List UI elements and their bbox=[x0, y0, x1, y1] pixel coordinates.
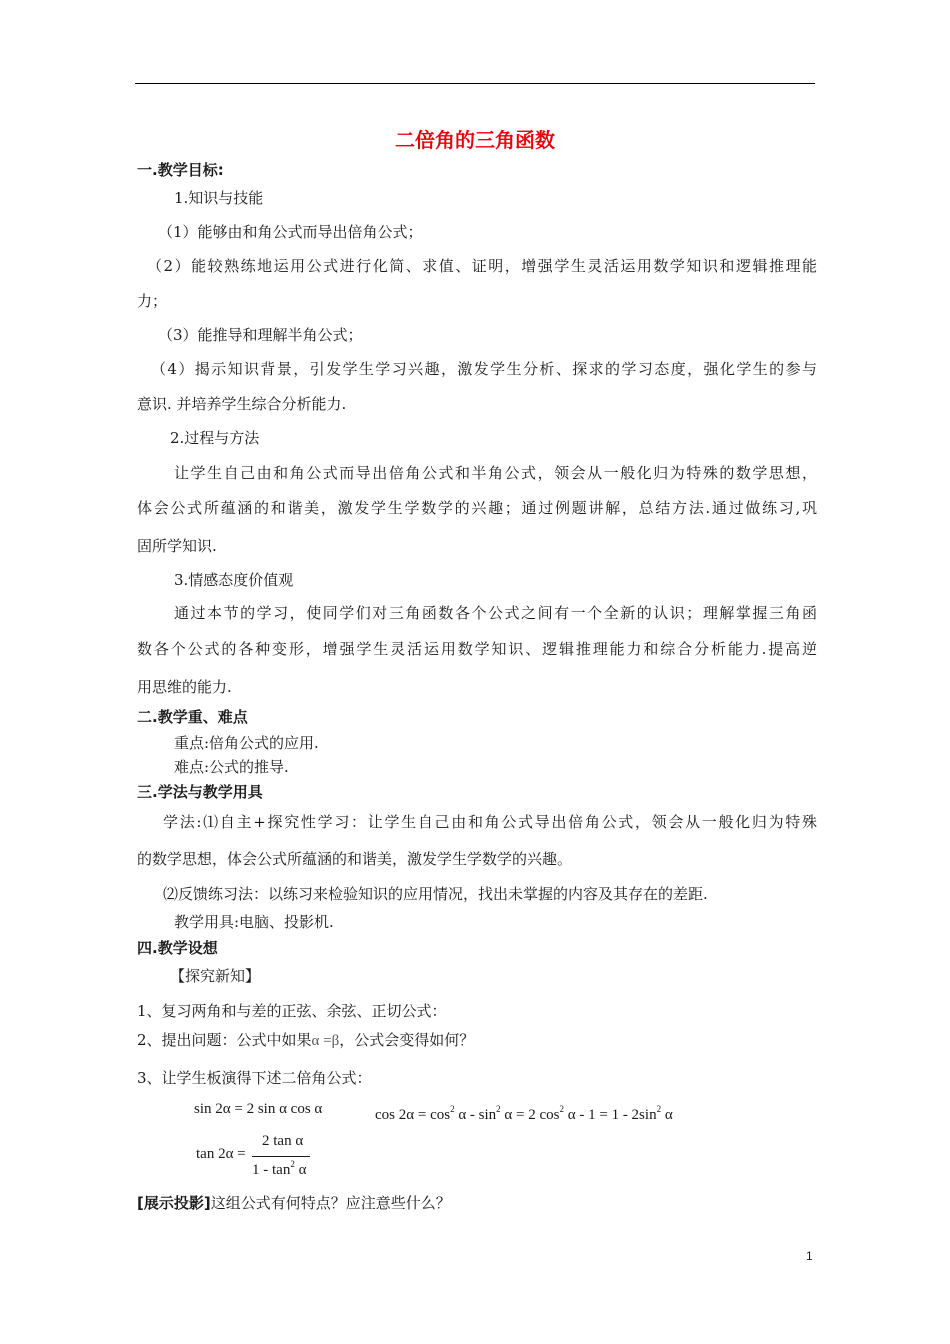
method-1-line-1: 学法:⑴自主+探究性学习：让学生自己由和角公式导出倍角公式，领会从一般化归为特殊 bbox=[163, 813, 817, 831]
header-rule bbox=[135, 83, 815, 84]
formula-cos-double-angle bbox=[375, 1099, 673, 1125]
section-4-heading: 四.教学设想 bbox=[137, 939, 218, 957]
step-2 bbox=[137, 1030, 474, 1051]
section-3-heading: 三.学法与教学用具 bbox=[137, 783, 263, 801]
knowledge-item-4-line-1: （4）揭示知识背景，引发学生学习兴趣，激发学生分析、探求的学习态度，强化学生的参与 bbox=[151, 360, 817, 378]
square-4: 2 bbox=[656, 1104, 662, 1114]
knowledge-item-4-line-2: 意识. 并培养学生综合分析能力. bbox=[137, 395, 347, 413]
square-1: 2 bbox=[450, 1104, 455, 1114]
step-2-suffix: ，公式会变得如何？ bbox=[339, 1031, 475, 1049]
square-3: 2 bbox=[559, 1104, 564, 1114]
formula-sin-double-angle: sin 2α = 2 sin α cos α bbox=[194, 1101, 323, 1117]
process-line-2: 体会公式所蕴涵的和谐美，激发学生学数学的兴趣；通过例题讲解，总结方法.通过做练习,巩 bbox=[137, 499, 817, 517]
section-2-heading: 二.教学重、难点 bbox=[137, 708, 248, 726]
page-number: 1 bbox=[806, 1249, 813, 1263]
cos-part-1: cos 2α = cos bbox=[375, 1107, 451, 1123]
explore-heading: 【探究新知】 bbox=[170, 967, 261, 985]
teaching-tools: 教学用具:电脑、投影机. bbox=[174, 913, 334, 931]
step-2-prefix: 2、提出问题：公式中如果 bbox=[137, 1031, 312, 1049]
projection-label: [展示投影] bbox=[137, 1194, 211, 1212]
cos-part-3: α = 2 cos bbox=[500, 1107, 560, 1123]
emotion-line-1: 通过本节的学习，使同学们对三角函数各个公式之间有一个全新的认识；理解掌握三角函 bbox=[174, 604, 817, 622]
alpha-equals-beta: α =β bbox=[311, 1033, 340, 1049]
difficult-point: 难点:公式的推导. bbox=[174, 758, 289, 776]
knowledge-item-2-line-2: 力； bbox=[137, 292, 168, 310]
tan-den-square: 2 bbox=[290, 1159, 295, 1169]
knowledge-item-1: （1）能够由和角公式而导出倍角公式； bbox=[158, 223, 423, 241]
step-3: 3、让学生板演得下述二倍角公式： bbox=[137, 1069, 372, 1087]
process-line-3: 固所学知识. bbox=[137, 537, 217, 555]
projection-text: 这组公式有何特点？应注意些什么？ bbox=[210, 1194, 451, 1212]
tan-numerator: 2 tan α bbox=[262, 1133, 304, 1149]
knowledge-item-2-line-1: （2）能较熟练地运用公式进行化简、求值、证明，增强学生灵活运用数学知识和逻辑推理能 bbox=[147, 257, 817, 275]
emotion-line-3: 用思维的能力. bbox=[137, 678, 232, 696]
cos-part-4: α - 1 = 1 - 2sin bbox=[564, 1107, 657, 1123]
section-1-heading: 一.教学目标: bbox=[137, 161, 224, 179]
tan-den-part-1: 1 - tan bbox=[252, 1162, 291, 1178]
tan-den-part-2: α bbox=[294, 1162, 307, 1178]
tan-denominator bbox=[252, 1159, 306, 1179]
tan-lhs: tan 2α = bbox=[196, 1146, 246, 1162]
emotion-title: 3.情感态度价值观 bbox=[174, 571, 294, 589]
key-point: 重点:倍角公式的应用. bbox=[174, 734, 319, 752]
knowledge-item-3: （3）能推导和理解半角公式； bbox=[158, 326, 363, 344]
cos-part-2: α - sin bbox=[454, 1107, 497, 1123]
method-1-line-2: 的数学思想，体会公式所蕴涵的和谐美，激发学生学数学的兴趣。 bbox=[137, 850, 573, 868]
process-title: 2.过程与方法 bbox=[170, 429, 260, 447]
step-1: 1、复习两角和与差的正弦、余弦、正切公式： bbox=[137, 1002, 447, 1020]
cos-part-5: α bbox=[661, 1107, 673, 1123]
knowledge-title: 1.知识与技能 bbox=[174, 189, 264, 207]
emotion-line-2: 数各个公式的各种变形，增强学生灵活运用数学知识、逻辑推理能力和综合分析能力.提高逆 bbox=[137, 640, 817, 658]
method-2: ⑵反馈练习法：以练习来检验知识的应用情况，找出未掌握的内容及其存在的差距. bbox=[163, 885, 708, 903]
fraction-bar bbox=[252, 1156, 310, 1157]
square-2: 2 bbox=[496, 1104, 501, 1114]
page-title: 二倍角的三角函数 bbox=[395, 128, 555, 152]
projection-line bbox=[137, 1193, 451, 1213]
process-line-1: 让学生自己由和角公式而导出倍角公式和半角公式，领会从一般化归为特殊的数学思想， bbox=[174, 464, 817, 482]
